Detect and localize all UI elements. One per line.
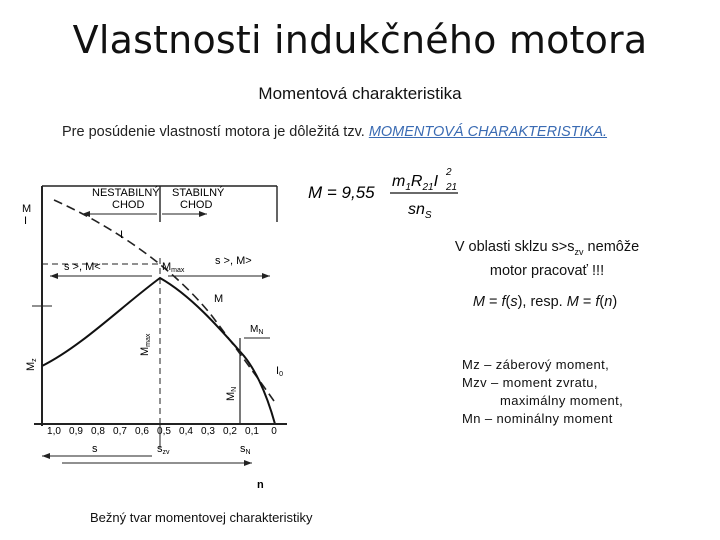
axis-label-m: M xyxy=(22,203,32,215)
diagram-caption: Bežný tvar momentovej charakteristiky xyxy=(90,510,313,525)
tick-labels xyxy=(47,426,277,437)
tick-label: 0,5 xyxy=(157,426,171,437)
svg-text:sN: sN xyxy=(240,443,251,456)
intro-sentence: Pre posúdenie vlastností motora je dôležitá tzv. xyxy=(62,124,369,140)
svg-text:MN: MN xyxy=(225,386,238,401)
legend-mn: Mn – nominálny moment xyxy=(462,411,613,426)
tick-label: 1,0 xyxy=(47,426,61,437)
label-current-curve: I xyxy=(120,229,124,241)
legend-mzv: Mzv – moment zvratu, xyxy=(462,375,598,390)
label-stable-2: CHOD xyxy=(180,199,213,211)
tick-label: 0,9 xyxy=(69,426,83,437)
function-relation: M = f(s), resp. M = f(n) xyxy=(472,294,618,310)
torque-characteristic-diagram xyxy=(12,166,312,496)
label-szv: s xyxy=(157,443,163,455)
label-torque-curve: M xyxy=(214,293,224,305)
torque-formula xyxy=(308,162,478,222)
svg-text:m1R21I: $m_1R_{21}I$ xyxy=(392,173,439,193)
label-stable: STABILNÝ xyxy=(172,187,225,199)
svg-text:MN: $M_N$ xyxy=(250,324,264,336)
svg-text:Mz: Mz xyxy=(25,358,38,371)
tick-label: 0,8 xyxy=(91,426,105,437)
moment-legend xyxy=(462,356,692,428)
label-sn: s xyxy=(240,443,246,455)
axis-label-i: I xyxy=(24,215,28,227)
svg-text:szv: szv xyxy=(157,443,170,456)
formula-den: sn xyxy=(408,201,425,218)
label-i0: I xyxy=(276,365,280,377)
intro-text xyxy=(62,124,607,140)
label-mmax: M xyxy=(162,261,172,273)
svg-text:Mmax: Mmax xyxy=(162,261,185,274)
slip-warning: V oblasti sklzu $s>s_{zv}$ nemôže motor pracovať !!! xyxy=(454,239,640,279)
svg-text:Mmax: Mmax xyxy=(139,333,152,356)
svg-text:I0: I0 xyxy=(276,365,283,378)
legend-mz: Mz – záberový moment, xyxy=(462,357,610,372)
tick-label: 0,4 xyxy=(179,426,193,437)
tick-label: 0,6 xyxy=(135,426,149,437)
label-right-region: s >, M> xyxy=(215,255,252,267)
slide-title: Vlastnosti indukčného motora xyxy=(72,18,648,62)
label-unstable: NESTABILNÝ xyxy=(92,187,160,199)
formula-num-sub: 21 xyxy=(446,182,458,193)
label-mn-vertical: M xyxy=(225,391,237,401)
formula-lhs: M = 9,55 xyxy=(308,183,375,202)
label-mz: M xyxy=(25,361,37,371)
label-unstable-2: CHOD xyxy=(112,199,145,211)
tick-label: 0,1 xyxy=(245,426,259,437)
slide-subtitle: Momentová charakteristika xyxy=(258,84,462,103)
label-mn: M xyxy=(250,324,259,335)
label-left-region: s >, M< xyxy=(64,261,101,273)
formula-num-m: m xyxy=(392,173,406,190)
characteristic-link[interactable]: MOMENTOVÁ CHARAKTERISTIKA. xyxy=(368,124,608,140)
tick-label: 0,7 xyxy=(113,426,127,437)
label-n: n xyxy=(257,479,264,491)
tick-label: 0 xyxy=(271,426,277,437)
label-s: s xyxy=(92,443,98,455)
svg-text:snS: $sn_S$ xyxy=(408,201,432,221)
tick-label: 0,2 xyxy=(223,426,237,437)
legend-max: maximálny moment, xyxy=(500,393,624,408)
label-mmax-vertical: M xyxy=(139,346,151,356)
tick-label: 0,3 xyxy=(201,426,215,437)
formula-num-sup: 2 xyxy=(446,167,452,178)
